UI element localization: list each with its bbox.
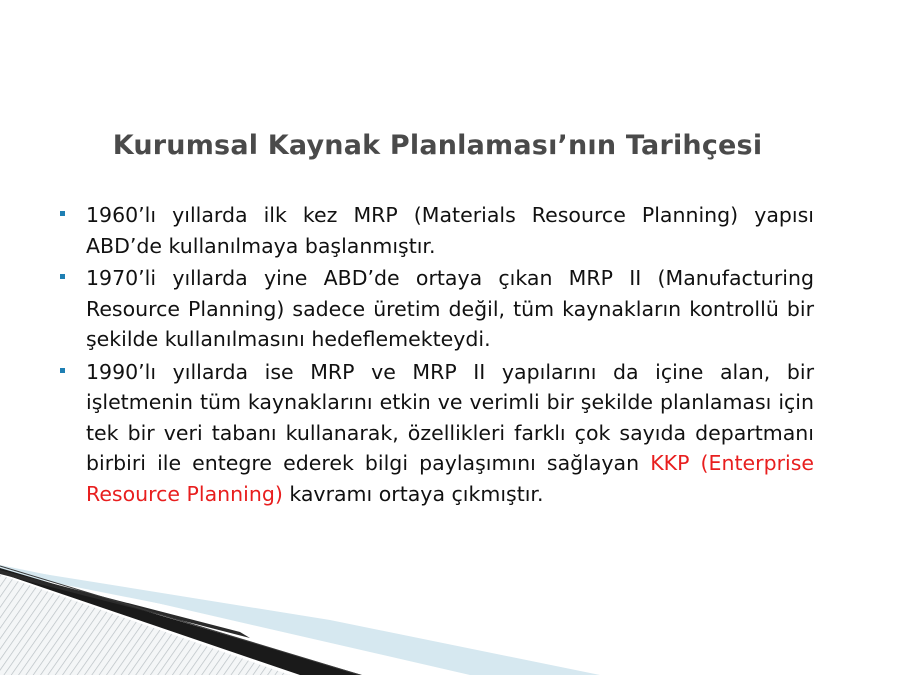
bullet-item-1990s <box>60 357 814 510</box>
bullet-text-before: 1990’lı yıllarda ise MRP ve MRP II yapılarını da içine alan, bir işletmenin tüm kaynaklarını etkin ve verimli bir şekilde planlaması için tek bir veri tabanı kullanarak, özellikleri farklı çok sayıda departmanı birbiri ile entegre ederek bilgi paylaşımını sağlayan <box>86 359 814 475</box>
bullet-text-after: kavramı ortaya çıkmıştır. <box>282 481 544 506</box>
bullet-item-1970s <box>60 263 814 355</box>
slide-title: Kurumsal Kaynak Planlaması’nın Tarihçesi <box>112 130 763 161</box>
highlight-kkp: KKP (Enterprise Resource Planning) <box>86 451 814 506</box>
square-bullet-icon <box>60 211 65 216</box>
hatched-grey-area <box>0 575 290 675</box>
bullet-text: 1970’li yıllarda yine ABD’de ortaya çıkan MRP II (Manufacturing Resource Planning) sadece üretim değil, tüm kaynakların kontrollü bir şekilde kullanılmasını hedeflemekteydi. <box>86 266 814 351</box>
bullet-text: 1960’lı yıllarda ilk kez MRP (Materials Resource Planning) yapısı ABD’de kullanılmaya başlanmıştır. <box>86 203 814 258</box>
bullet-list <box>60 200 814 511</box>
square-bullet-icon <box>60 274 65 279</box>
bullet-item-1960s <box>60 200 814 261</box>
square-bullet-icon <box>60 368 65 373</box>
